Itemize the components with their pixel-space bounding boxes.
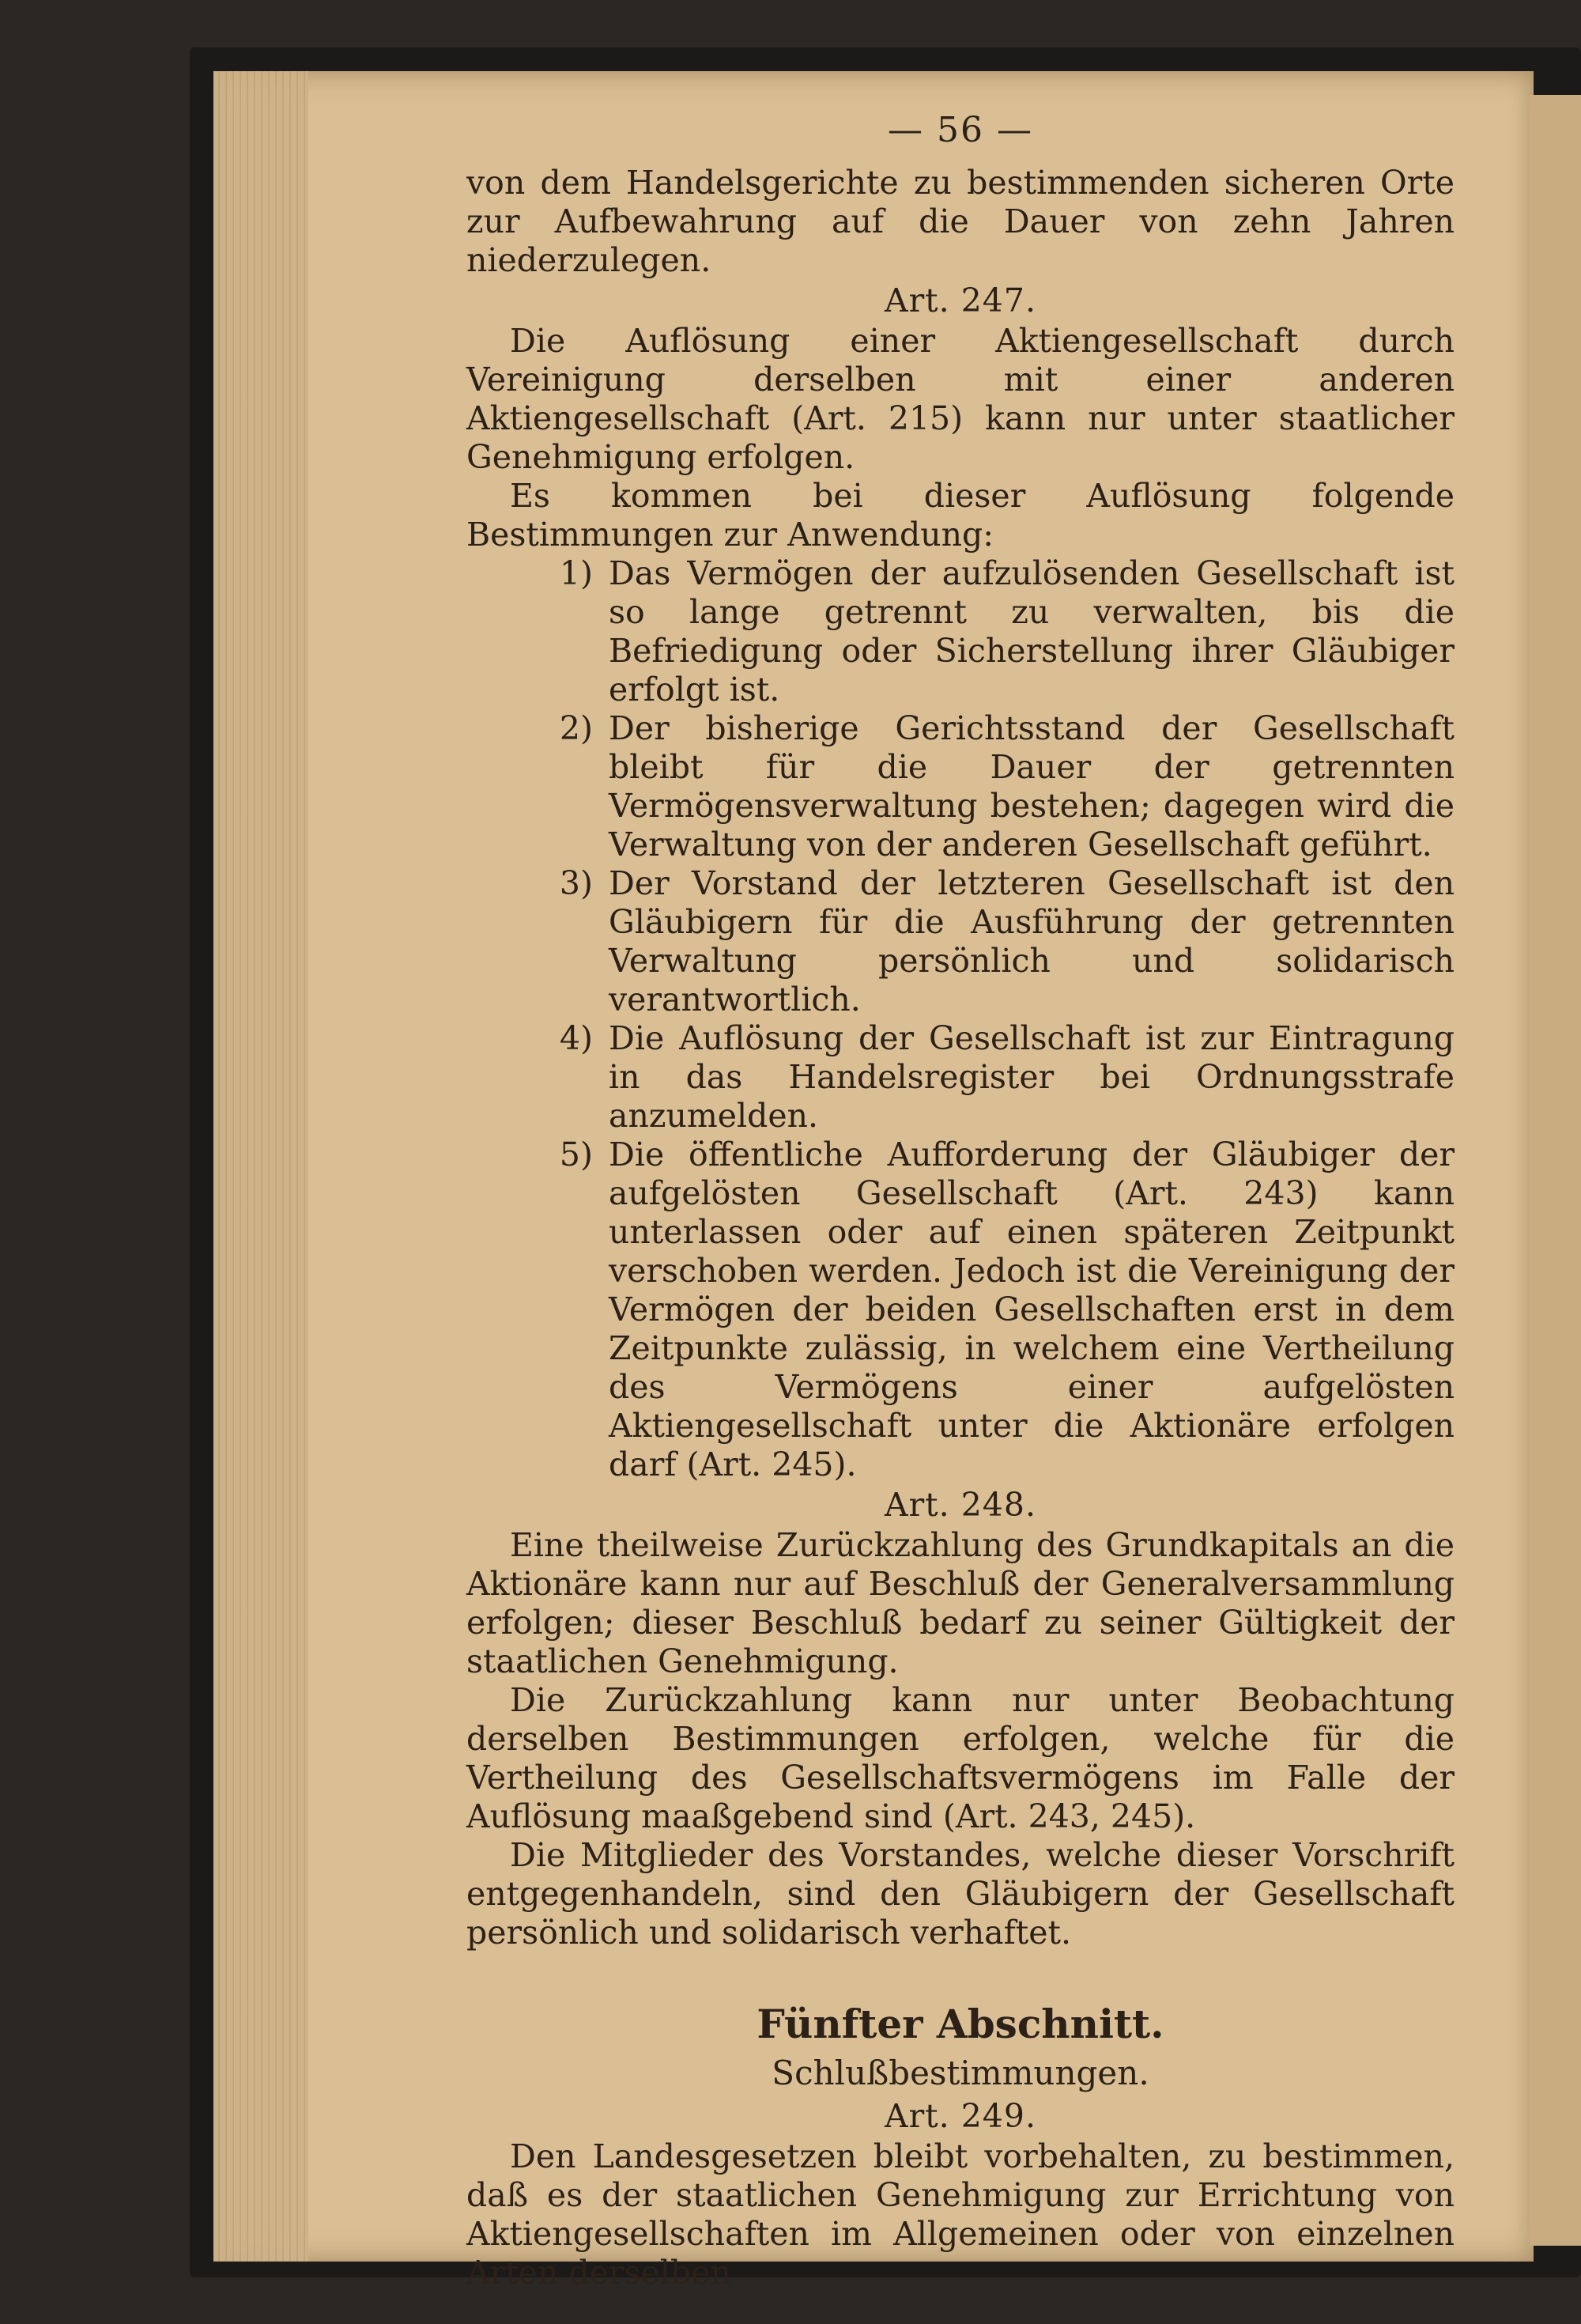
- page-content: [466, 111, 1455, 2292]
- list-text: Das Vermögen der aufzulösenden Gesellschaft ist so lange getrennt zu verwalten, bis die Befriedigung oder Sicherstellung ihrer Gläubiger erfolgt ist.: [609, 554, 1455, 709]
- article-247-paragraph-2: Es kommen bei dieser Auflösung folgende Bestimmungen zur Anwendung:: [466, 477, 1455, 554]
- list-text: Der Vorstand der letzteren Gesellschaft ist den Gläubigern für die Ausführung der getrennten Verwaltung persönlich und solidarisch verantwortlich.: [609, 864, 1455, 1018]
- list-item: [466, 864, 1455, 1019]
- list-text: Der bisherige Gerichtsstand der Gesellschaft bleibt für die Dauer der getrennten Vermögensverwaltung bestehen; dagegen wird die Verwaltung von der anderen Gesellschaft geführt.: [609, 709, 1455, 863]
- list-number: 2): [559, 709, 593, 747]
- list-number: 4): [559, 1019, 593, 1057]
- article-248-heading: Art. 248.: [884, 1486, 1037, 1524]
- list-item: [466, 709, 1455, 864]
- list-number: 3): [559, 864, 593, 902]
- article-249-heading: Art. 249.: [884, 2097, 1037, 2135]
- article-247-paragraph-1: Die Auflösung einer Aktiengesellschaft durch Vereinigung derselben mit einer anderen Aktiengesellschaft (Art. 215) kann nur unter staatlicher Genehmigung erfolgen.: [466, 322, 1455, 476]
- list-item: [466, 1019, 1455, 1136]
- section-subtitle: Schlußbestimmungen.: [772, 2054, 1149, 2092]
- article-248-paragraph-2: Die Zurückzahlung kann nur unter Beobachtung derselben Bestimmungen erfolgen, welche für die Vertheilung des Gesellschaftsvermögens im Falle der Auflösung maaßgebend sind (Art. 243, 245).: [466, 1681, 1455, 1835]
- article-248-paragraph-1: Eine theilweise Zurückzahlung des Grundkapitals an die Aktionäre kann nur auf Beschluß der Generalversammlung erfolgen; dieser Beschluß bedarf zu seiner Gültigkeit der staatlichen Genehmigung.: [466, 1526, 1455, 1680]
- intro-paragraph: von dem Handelsgerichte zu bestimmenden sicheren Orte zur Aufbewahrung auf die Dauer von zehn Jahren niederzulegen.: [466, 164, 1455, 279]
- article-249-paragraph-1: Den Landesgesetzen bleibt vorbehalten, zu bestimmen, daß es der staatlichen Genehmigung zur Errichtung von Aktiengesellschaften im Allgemeinen oder von einzelnen Arten derselben: [466, 2137, 1455, 2292]
- page-edges: [213, 71, 308, 2262]
- section-title: Fünfter Abschnitt.: [757, 2001, 1164, 2047]
- page-number: — 56 —: [888, 110, 1033, 150]
- list-number: 1): [559, 554, 593, 592]
- list-text: Die Auflösung der Gesellschaft ist zur Eintragung in das Handelsregister bei Ordnungsstrafe anzumelden.: [609, 1019, 1455, 1135]
- list-item: [466, 554, 1455, 709]
- article-248-paragraph-3: Die Mitglieder des Vorstandes, welche dieser Vorschrift entgegenhandeln, sind den Gläubigern der Gesellschaft persönlich und solidarisch verhaftet.: [466, 1836, 1455, 1952]
- list-item: [466, 1136, 1455, 1484]
- list-number: 5): [559, 1136, 593, 1173]
- list-text: Die öffentliche Aufforderung der Gläubiger der aufgelösten Gesellschaft (Art. 243) kann unterlassen oder auf einen späteren Zeitpunkt verschoben werden. Jedoch ist die Vereinigung der Vermögen der beiden Gesellschaften erst in dem Zeitpunkte zulässig, in welchem eine Vertheilung des Vermögens einer aufgelösten Aktiengesellschaft unter die Aktionäre erfolgen darf (Art. 245).: [609, 1136, 1455, 1483]
- article-247-heading: Art. 247.: [884, 282, 1037, 319]
- facing-page-edge: [1530, 95, 1581, 2246]
